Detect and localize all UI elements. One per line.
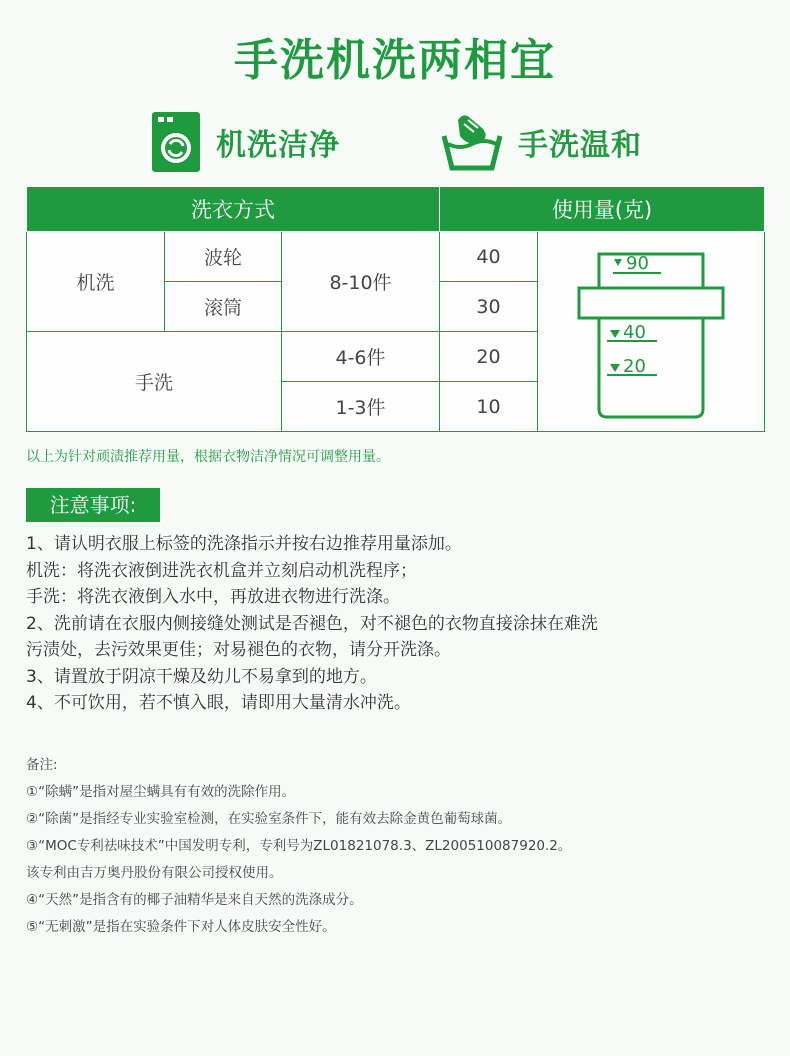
notice-line: 2、洗前请在衣服内侧接缝处测试是否褪色，对不褪色的衣物直接涂抹在难洗 [26,613,598,634]
hand-wash-icon [440,110,504,174]
header-method: 洗衣方式 [27,187,440,232]
value-pulsator: 40 [440,232,538,282]
feature-hand-wash [440,110,642,174]
remark-line: 该专利由吉万奥丹股份有限公司授权使用。 [26,865,283,881]
measuring-cap-cell [538,232,765,432]
remark-line: ⑤“无刺激”是指在实验条件下对人体皮肤安全性好。 [26,919,336,935]
value-hand-1: 20 [440,332,538,382]
remarks-heading: 备注: [26,757,58,773]
notice-list [26,531,766,717]
cap-mark-90: 90 [626,253,649,274]
notice-line: 1、请认明衣服上标签的洗涤指示并按右边推荐用量添加。 [26,534,462,554]
machine-count: 8-10件 [282,232,440,332]
hand-count-2: 1-3件 [282,382,440,432]
drum-label: 滚筒 [165,282,282,332]
pulsator-label: 波轮 [165,232,282,282]
table-note: 以上为针对顽渍推荐用量，根据衣物洁净情况可调整用量。 [26,449,390,465]
hand-wash-label: 手洗 [27,332,282,432]
notice-heading: 注意事项: [26,488,160,522]
machine-wash-label: 机洗 [27,232,165,332]
remark-line: ④“天然”是指含有的椰子油精华是来自天然的洗涤成分。 [26,892,363,908]
remark-line: ②“除菌”是指经专业实验室检测，在实验室条件下，能有效去除金黄色葡萄球菌。 [26,811,512,827]
notice-line: 机洗：将洗衣液倒进洗衣机盒并立刻启动机洗程序； [26,560,417,581]
cap-mark-40: 40 [623,322,646,343]
value-drum: 30 [440,282,538,332]
usage-table [26,186,764,432]
notice-line: 4、不可饮用，若不慎入眼，请即用大量清水冲洗。 [26,693,411,713]
measuring-cap-icon [551,239,751,419]
washing-machine-icon [150,110,202,174]
feature-machine-label: 机洗洁净 [216,128,340,163]
remarks-list [26,752,766,941]
feature-machine-wash [150,110,340,174]
hand-count-1: 4-6件 [282,332,440,382]
page-title: 手洗机洗两相宜 [234,35,556,86]
header-amount: 使用量(克) [440,187,765,232]
remark-line: ③“MOC专利祛味技术”中国发明专利，专利号为ZL01821078.3、ZL200510087920.2。 [26,838,572,854]
notice-line: 3、请置放于阴凉干燥及幼儿不易拿到的地方。 [26,666,377,687]
notice-line: 污渍处，去污效果更佳；对易褪色的衣物，请分开洗涤。 [26,640,451,660]
remark-line: ①“除螨”是指对屋尘螨具有有效的洗除作用。 [26,784,296,800]
value-hand-2: 10 [440,382,538,432]
notice-line: 手洗：将洗衣液倒入水中，再放进衣物进行洗涤。 [26,587,400,607]
feature-hand-label: 手洗温和 [518,128,642,163]
cap-mark-20: 20 [623,356,646,377]
